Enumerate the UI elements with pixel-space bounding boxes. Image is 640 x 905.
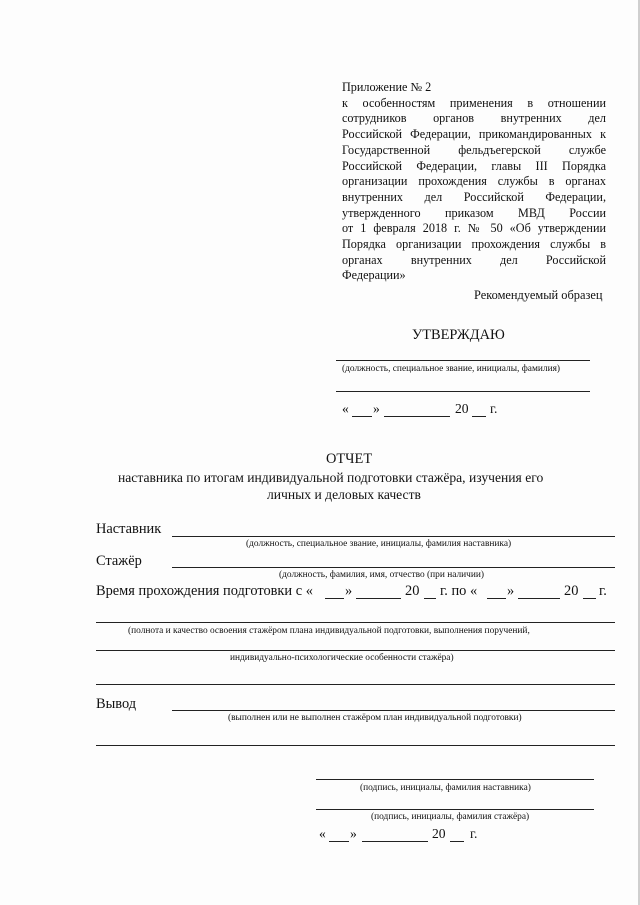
sign-date-open-quote: « bbox=[319, 826, 326, 841]
period-end-suffix: г. bbox=[599, 583, 607, 599]
trainee-signature-line[interactable] bbox=[316, 809, 594, 810]
approve-date-close-quote: » bbox=[373, 401, 380, 416]
appendix-line: Российской Федерации, прикомандированных к bbox=[342, 127, 606, 142]
period-mid: г. по « bbox=[440, 583, 478, 599]
quality-caption-2: индивидуально-психологические особенности стажёра) bbox=[230, 653, 454, 663]
sign-date-year-suffix: г. bbox=[470, 826, 478, 841]
period-start-year-blank[interactable] bbox=[424, 598, 436, 599]
approve-date-year-prefix: 20 bbox=[455, 401, 469, 416]
approve-heading: УТВЕРЖДАЮ bbox=[412, 327, 505, 343]
appendix-line: к особенностям применения в отношении bbox=[342, 95, 606, 110]
mentor-signature-caption: (подпись, инициалы, фамилия наставника) bbox=[360, 783, 531, 793]
mentor-line[interactable] bbox=[172, 536, 615, 537]
mentor-caption: (должность, специальное звание, инициалы, фамилия наставника) bbox=[246, 539, 512, 549]
trainee-caption: (должность, фамилия, имя, отчество (при наличии) bbox=[279, 570, 485, 580]
period-start-month-blank[interactable] bbox=[356, 598, 401, 599]
trainee-label: Стажёр bbox=[96, 553, 142, 569]
approve-date-open-quote: « bbox=[342, 401, 349, 416]
appendix-line: внутренних дел Российской Федерации, bbox=[342, 189, 606, 204]
quality-line-1[interactable] bbox=[96, 622, 615, 623]
sign-date-close-quote: » bbox=[350, 826, 357, 841]
trainee-line[interactable] bbox=[172, 567, 615, 568]
recommended-sample: Рекомендуемый образец bbox=[474, 288, 603, 302]
conclusion-label: Вывод bbox=[96, 696, 137, 712]
conclusion-line[interactable] bbox=[172, 710, 615, 711]
report-subtitle-line1: наставника по итогам индивидуальной подготовки стажёра, изучения его bbox=[118, 470, 544, 485]
approve-date-month-blank[interactable] bbox=[384, 416, 450, 417]
approve-date-day-blank[interactable] bbox=[352, 416, 372, 417]
appendix-line: организации прохождения службы в органах bbox=[342, 174, 606, 189]
appendix-line: сотрудников органов внутренних дел bbox=[342, 111, 606, 126]
appendix-line: от 1 февраля 2018 г. № 50 «Об утверждении bbox=[342, 221, 606, 236]
appendix-title: Приложение № 2 bbox=[342, 80, 432, 94]
period-end-day-blank[interactable] bbox=[487, 598, 506, 599]
report-title: ОТЧЕТ bbox=[326, 451, 373, 467]
sign-date-year-prefix: 20 bbox=[432, 826, 446, 841]
sign-date-month-blank[interactable] bbox=[362, 841, 428, 842]
appendix-line: Порядка организации прохождения службы в bbox=[342, 237, 606, 252]
period-start-year-prefix: 20 bbox=[405, 583, 420, 599]
appendix-line: Российской Федерации, главы III Порядка bbox=[342, 158, 606, 173]
quality-line-2[interactable] bbox=[96, 650, 615, 651]
quality-caption-1: (полнота и качество освоения стажёром плана индивидуальной подготовки, выполнения поручений, bbox=[128, 626, 530, 636]
period-end-month-blank[interactable] bbox=[518, 598, 560, 599]
period-end-year-blank[interactable] bbox=[583, 598, 596, 599]
appendix-line: Федерации» bbox=[342, 268, 406, 283]
period-label: Время прохождения подготовки с « bbox=[96, 583, 313, 599]
approve-date-year-suffix: г. bbox=[490, 401, 498, 416]
mentor-label: Наставник bbox=[96, 521, 162, 537]
sign-date-year-blank[interactable] bbox=[450, 841, 464, 842]
period-end-year-prefix: 20 bbox=[564, 583, 579, 599]
report-subtitle-line2: личных и деловых качеств bbox=[267, 487, 421, 502]
approver-signature-line[interactable] bbox=[336, 391, 590, 392]
quality-line-3[interactable] bbox=[96, 684, 615, 685]
appendix-line: Государственной фельдъегерской службе bbox=[342, 142, 606, 157]
approve-date-year-blank[interactable] bbox=[472, 416, 486, 417]
mentor-signature-line[interactable] bbox=[316, 779, 594, 780]
approver-position-caption: (должность, специальное звание, инициалы, фамилия) bbox=[342, 364, 561, 374]
period-end-close-quote: » bbox=[507, 583, 515, 599]
trainee-signature-caption: (подпись, инициалы, фамилия стажёра) bbox=[371, 812, 530, 822]
period-start-day-blank[interactable] bbox=[325, 598, 344, 599]
approver-position-line[interactable] bbox=[336, 360, 590, 361]
conclusion-line-2[interactable] bbox=[96, 745, 615, 746]
period-start-close-quote: » bbox=[345, 583, 353, 599]
appendix-line: органах внутренних дел Российской bbox=[342, 252, 606, 267]
conclusion-caption: (выполнен или не выполнен стажёром план индивидуальной подготовки) bbox=[228, 713, 522, 723]
appendix-block bbox=[342, 80, 606, 284]
sign-date-day-blank[interactable] bbox=[329, 841, 349, 842]
appendix-line: утвержденного приказом МВД России bbox=[342, 205, 606, 220]
